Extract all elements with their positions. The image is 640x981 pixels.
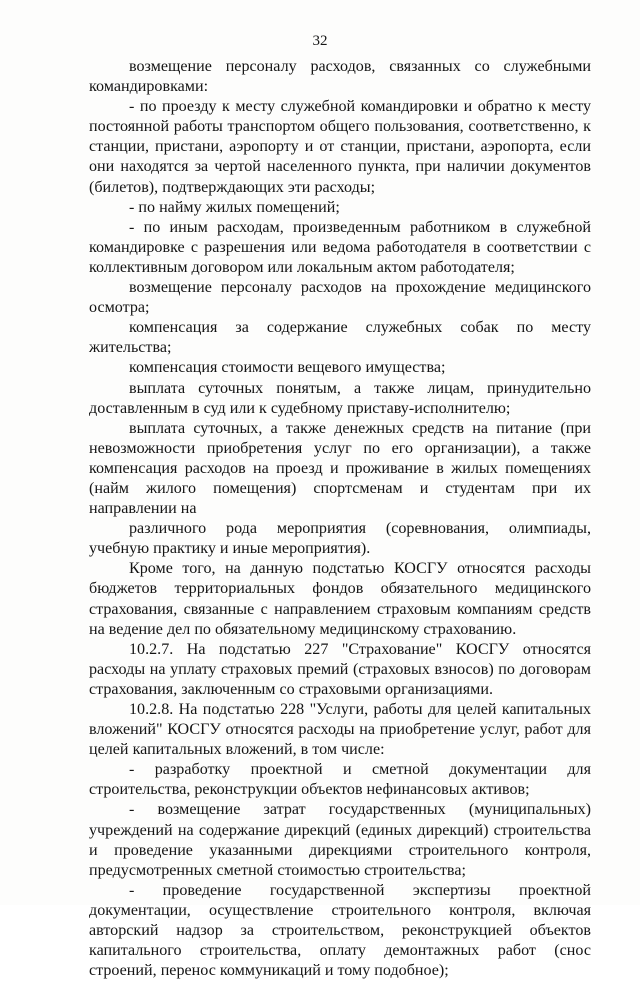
paragraph-insurance-funds: Кроме того, на данную подстатью КОСГУ относятся расходы бюджетов территориальных фондов обязательного медицинского страхования, связанные с направлением страховым компаниям средств на ведение дел по обязательному медицинскому страхованию.: [89, 560, 591, 638]
paragraph-housing-rent: - по найму жилых помещений;: [129, 198, 340, 216]
paragraph-travel-expenses-intro: возмещение персоналу расходов, связанных со служебными командировками:: [89, 58, 591, 96]
paragraph-athletes-students: выплата суточных, а также денежных средств на питание (при невозможности приобретения услуг по его организации), а также компенсация расходов на проезд и проживание в жилых помещениях (найм жилого помещения) спортсменам и студентам при их направлении на: [89, 419, 591, 518]
paragraph-witness-allowance: выплата суточных понятым, а также лицам, принудительно доставленным в суд или к судебному приставу-исполнителю;: [89, 379, 591, 417]
paragraph-service-dogs: компенсация за содержание служебных собак по месту жительства;: [89, 319, 591, 357]
paragraph-other-expenses: - по иным расходам, произведенным работником в служебной командировке с разрешения или ведома работодателя в соответствии с коллективным договором или локальным актом работодателя;: [89, 218, 591, 276]
paragraph-clothing-compensation: компенсация стоимости вещевого имущества;: [129, 359, 446, 377]
paragraph-medical-exam: возмещение персоналу расходов на прохождение медицинского осмотра;: [89, 279, 591, 317]
paragraph-directorate-costs: - возмещение затрат государственных (муниципальных) учреждений на содержание дирекций (единых дирекций) строительства и проведение указанными дирекциями строительного контроля, предусмотренных сметной стоимостью строительства;: [89, 801, 591, 879]
page-number: 32: [312, 33, 328, 49]
paragraph-design-documentation: - разработку проектной и сметной документации для строительства, реконструкции объектов нефинансовых активов;: [89, 761, 591, 799]
paragraph-section-10-2-8: 10.2.8. На подстатью 228 "Услуги, работы для целей капитальных вложений" КОСГУ относятся расходы на приобретение услуг, работ для целей капитальных вложений, в том числе:: [89, 701, 591, 759]
paragraph-state-expertise: - проведение государственной экспертизы проектной документации, осуществление строительного контроля, включая авторский надзор за строительством, реконструкцией объектов капитального строительства, оплату демонтажных работ (снос строений, перенос коммуникаций и тому подобное);: [89, 881, 591, 980]
paragraph-section-10-2-7: 10.2.7. На подстатью 227 "Страхование" КОСГУ относятся расходы на уплату страховых премий (страховых взносов) по договорам страхования, заключенным со страховыми организациями.: [89, 640, 591, 698]
paragraph-travel-fare: - по проезду к месту служебной командировки и обратно к месту постоянной работы транспортом общего пользования, соответственно, к станции, пристани, аэропорту и от станции, пристани, аэропорта, если они находятся за чертой населенного пункта, при наличии документов (билетов), подтверждающих эти расходы;: [89, 98, 591, 196]
paragraph-events: различного рода мероприятия (соревнования, олимпиады, учебную практику и иные мероприятия).: [89, 520, 591, 558]
document-body: [89, 57, 591, 981]
